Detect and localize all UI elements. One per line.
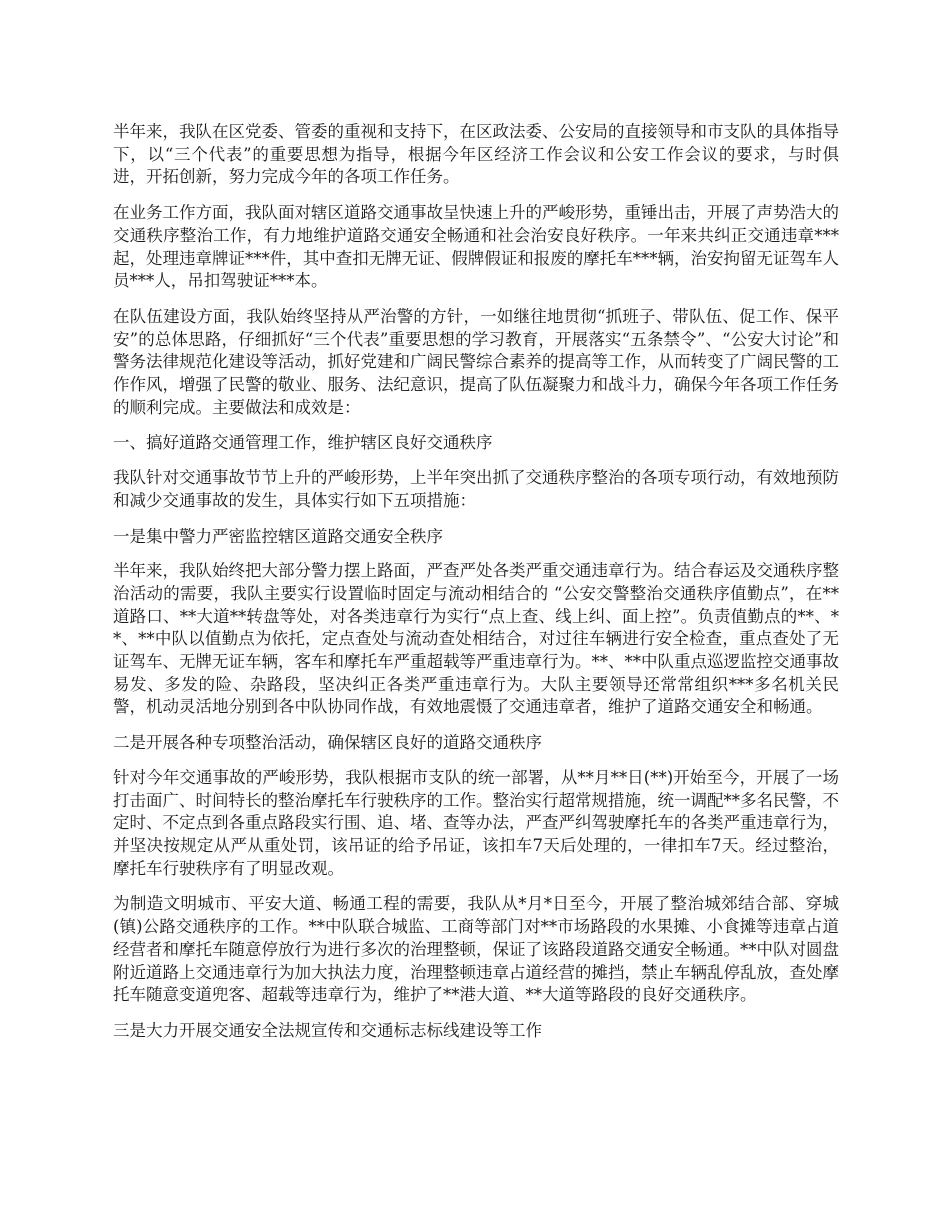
measure-1-paragraph: 半年来，我队始终把大部分警力摆上路面，严查严处各类严重交通违章行为。结合春运及交通秩序整治活动的需要，我队主要实行设置临时固定与流动相结合的 “公安交警整治交通秩序值勤点”，在**道路口、**大道**转盘等处，对各类违章行为实行“点上查、线上纠、面上控”。负责值勤点的**、**、**中队以值勤点为依托，定点查处与流动查处相结合，对过往车辆进行安全检查，重点查处了无证驾车、无牌无证车辆，客车和摩托车严重超载等严重违章行为。**、**中队重点巡逻监控交通事故易发、多发的险、杂路段，坚决纠正各类严重违章行为。大队主要领导还常常组织***多名机关民警，机动灵活地分别到各中队协同作战，有效地震慑了交通违章者，维护了道路交通安全和畅通。 [113,561,839,717]
measure-heading-1: 一是集中警力严密监控辖区道路交通安全秩序 [113,526,443,546]
section-heading-1: 一、搞好道路交通管理工作，维护辖区良好交通秩序 [113,433,493,453]
team-building-paragraph: 在队伍建设方面，我队始终坚持从严治警的方针，一如继往地贯彻“抓班子、带队伍、促工作、保平安”的总体思路，仔细抓好“三个代表”重要思想的学习教育，开展落实“五条禁令”、“公安大讨论”和警务法律规范化建设等活动，抓好党建和广阔民警综合素养的提高等工作，从而转变了广阔民警的工作作风，增强了民警的敬业、服务、法纪意识，提高了队伍凝聚力和战斗力，确保今年各项工作任务的顺利完成。主要做法和成效是： [113,306,839,417]
measure-heading-3: 三是大力开展交通安全法规宣传和交通标志标线建设等工作 [113,1020,542,1040]
measure-heading-2: 二是开展各种专项整治活动，确保辖区良好的道路交通秩序 [113,733,542,753]
business-work-paragraph: 在业务工作方面，我队面对辖区道路交通事故呈快速上升的严峻形势，重锤出击，开展了声势浩大的交通秩序整治工作，有力地维护道路交通安全畅通和社会治安良好秩序。一年来共纠正交通违章***起，处理违章牌证***件，其中查扣无牌无证、假牌假证和报废的摩托车***辆，治安拘留无证驾车人员***人，吊扣驾驶证***本。 [113,203,839,291]
measure-2-paragraph-b: 为制造文明城市、平安大道、畅通工程的需要，我队从*月*日至今，开展了整治城郊结合部、穿城(镇)公路交通秩序的工作。**中队联合城监、工商等部门对**市场路段的水果摊、小食摊等违章占道经营者和摩托车随意停放行为进行多次的治理整顿，保证了该路段道路交通安全畅通。**中队对圆盘附近道路上交通违章行为加大执法力度，治理整顿违章占道经营的摊挡，禁止车辆乱停乱放，查处摩托车随意变道兜客、超载等违章行为，维护了**港大道、**大道等路段的良好交通秩序。 [113,894,839,1005]
intro-paragraph: 半年来，我队在区党委、管委的重视和支持下，在区政法委、公安局的直接领导和市支队的具体指导下，以“三个代表”的重要思想为指导，根据今年区经济工作会议和公安工作会议的要求，与时俱进，开拓创新，努力完成今年的各项工作任务。 [113,122,839,187]
section-1-intro-paragraph: 我队针对交通事故节节上升的严峻形势，上半年突出抓了交通秩序整治的各项专项行动，有效地预防和减少交通事故的发生，具体实行如下五项措施： [113,468,839,510]
measure-2-paragraph-a: 针对今年交通事故的严峻形势，我队根据市支队的统一部署，从**月**日(**)开始至今，开展了一场打击面广、时间特长的整治摩托车行驶秩序的工作。整治实行超常规措施，统一调配**多名民警，不定时、不定点到各重点路段实行围、追、堵、查等办法，严查严纠驾驶摩托车的各类严重违章行为，并坚决按规定从严从重处罚，该吊证的给予吊证，该扣车7天后处理的，一律扣车7天。经过整治，摩托车行驶秩序有了明显改观。 [113,767,839,878]
document-body [113,121,839,1055]
